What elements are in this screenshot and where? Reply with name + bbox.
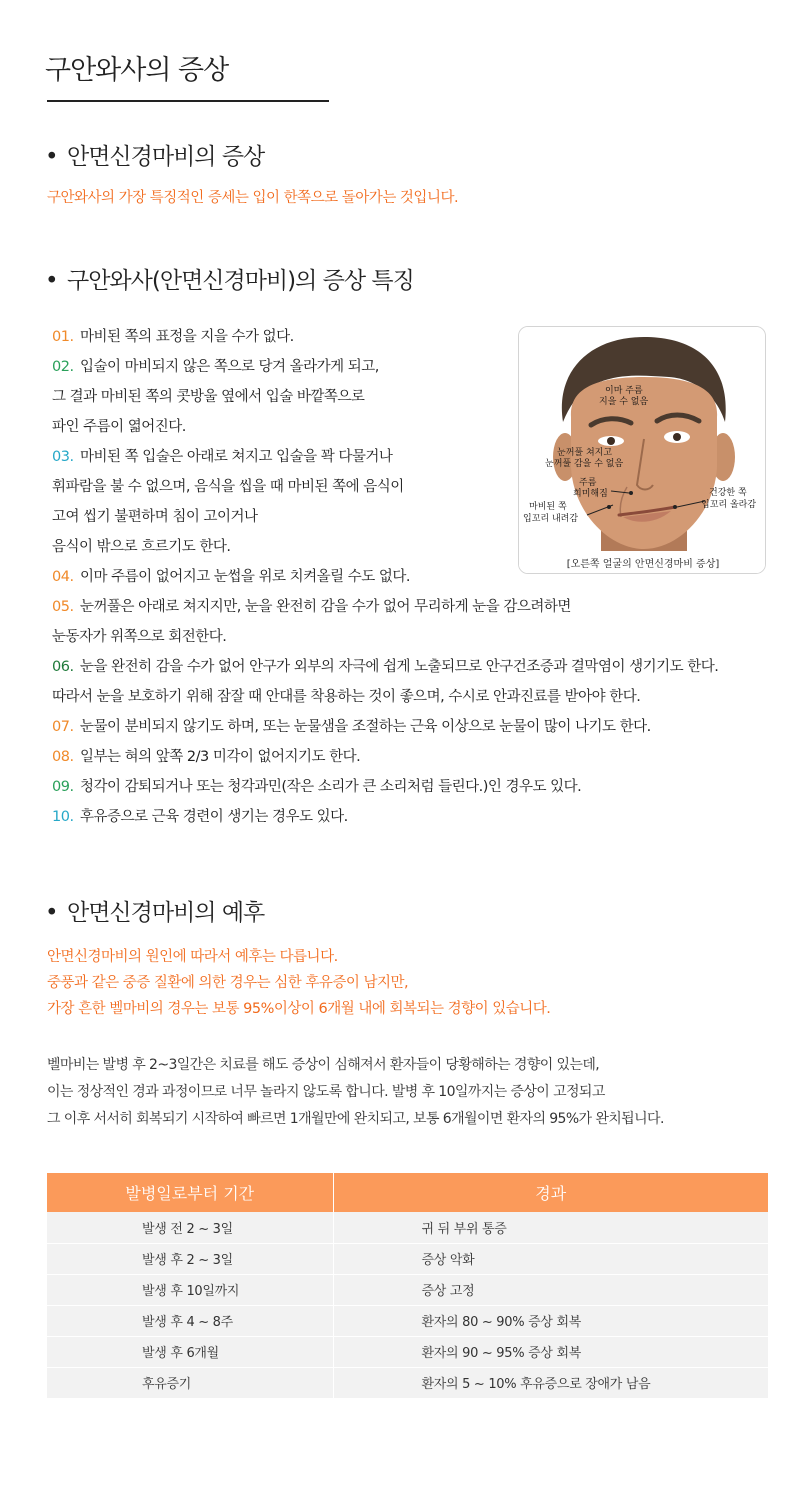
item-text: 마비된 쪽 입술은 아래로 쳐지고 입술을 꽉 다물거나: [80, 449, 393, 465]
item-number: 03.: [52, 449, 74, 465]
section-heading-text: 구안와사(안면신경마비)의 증상 특징: [67, 268, 414, 294]
item-number: 06.: [52, 659, 74, 675]
body-line: 그 이후 서서히 회복되기 시작하여 빠르면 1개월만에 완치되고, 보통 6개월이면 환자의 95%가 완치됩니다.: [47, 1111, 664, 1127]
table-row: [47, 1212, 768, 1243]
body-line: 벨마비는 발병 후 2~3일간은 치료를 해도 증상이 심해져서 환자들이 당황해하는 경향이 있는데,: [47, 1057, 600, 1073]
prognosis-body: [47, 1052, 664, 1133]
item-number: 07.: [52, 719, 74, 735]
cell-period: 발생 후 2 ~ 3일: [47, 1243, 333, 1274]
table-row: [47, 1243, 768, 1274]
item-text: 눈꺼풀은 아래로 쳐지지만, 눈을 완전히 감을 수가 없어 무리하게 눈을 감으려하면: [80, 599, 571, 615]
face-illustration: [518, 326, 766, 574]
highlight-line: 중풍과 같은 중증 질환에 의한 경우는 심한 후유증이 남지만,: [47, 975, 409, 991]
list-item: [52, 592, 782, 622]
bullet: •: [45, 268, 58, 294]
cell-period: 발생 후 6개월: [47, 1336, 333, 1367]
item-text: 그 결과 마비된 쪽의 콧방울 옆에서 입술 바깥쪽으로: [52, 389, 365, 405]
list-item: [52, 802, 782, 832]
cell-course: 환자의 5 ~ 10% 후유증으로 장애가 남음: [333, 1367, 768, 1398]
figure-caption: [오른쪽 얼굴의 안면신경마비 증상]: [566, 559, 720, 570]
item-number: 04.: [52, 569, 74, 585]
section-heading-symptoms: [45, 138, 264, 171]
label-healthy-side: 건강한 쪽: [709, 488, 747, 498]
item-number: 05.: [52, 599, 74, 615]
body-line: 이는 정상적인 경과 과정이므로 너무 놀라지 않도록 합니다. 발병 후 10일까지는 증상이 고정되고: [47, 1084, 605, 1100]
label-forehead: 지을 수 없음: [599, 397, 649, 407]
list-item: [52, 652, 782, 682]
item-number: 01.: [52, 329, 74, 345]
item-text: 일부는 혀의 앞쪽 2/3 미각이 없어지기도 한다.: [80, 749, 361, 765]
item-text: 휘파람을 불 수 없으며, 음식을 씹을 때 마비된 쪽에 음식이: [52, 479, 404, 495]
bullet: •: [45, 144, 58, 170]
cell-period: 발생 전 2 ~ 3일: [47, 1212, 333, 1243]
section-heading-prognosis: [45, 894, 264, 927]
item-text: 입술이 마비되지 않은 쪽으로 당겨 올라가게 되고,: [80, 359, 379, 375]
cell-course: 증상 고정: [333, 1274, 768, 1305]
section-heading-text: 안면신경마비의 증상: [67, 144, 265, 170]
highlight-line: 안면신경마비의 원인에 따라서 예후는 다릅니다.: [47, 949, 338, 965]
item-text: 파인 주름이 엷어진다.: [52, 419, 186, 435]
item-number: 10.: [52, 809, 74, 825]
cell-course: 귀 뒤 부위 통증: [333, 1212, 768, 1243]
prognosis-table: [47, 1173, 768, 1399]
cell-course: 환자의 80 ~ 90% 증상 회복: [333, 1305, 768, 1336]
label-forehead: 이마 주름: [605, 386, 643, 396]
bullet: •: [45, 900, 58, 926]
item-number: 02.: [52, 359, 74, 375]
page-title: 구안와사의 증상: [45, 55, 229, 86]
table-row: [47, 1274, 768, 1305]
item-text: 마비된 쪽의 표정을 지을 수가 없다.: [80, 329, 294, 345]
cell-course: 증상 악화: [333, 1243, 768, 1274]
label-eyelid: 눈꺼풀 감을 수 없음: [545, 459, 624, 469]
item-text: 눈물이 분비되지 않기도 하며, 또는 눈물샘을 조절하는 근육 이상으로 눈물이 많이 나기도 한다.: [80, 719, 651, 735]
item-text: 이마 주름이 없어지고 눈썹을 위로 치켜올릴 수도 없다.: [80, 569, 411, 585]
cell-course: 환자의 90 ~ 95% 증상 회복: [333, 1336, 768, 1367]
list-item: [52, 772, 782, 802]
label-wrinkle: 주름: [579, 478, 597, 488]
column-header-period: 발병일로부터 기간: [47, 1173, 333, 1212]
symptoms-summary: 구안와사의 가장 특징적인 증세는 입이 한쪽으로 돌아가는 것입니다.: [47, 190, 459, 206]
cell-period: 후유증기: [47, 1367, 333, 1398]
table-row: [47, 1305, 768, 1336]
label-wrinkle: 희미해짐: [573, 489, 608, 499]
item-text: 고여 씹기 불편하며 침이 고이거나: [52, 509, 258, 525]
section-heading-text: 안면신경마비의 예후: [67, 900, 265, 926]
label-eyelid: 눈꺼풀 쳐지고: [557, 448, 613, 458]
table-row: [47, 1336, 768, 1367]
label-mouth-paralyzed: 입꼬리 내려감: [523, 514, 579, 524]
cell-period: 발생 후 4 ~ 8주: [47, 1305, 333, 1336]
section-heading-features: [45, 262, 414, 295]
item-text: 따라서 눈을 보호하기 위해 잠잘 때 안대를 착용하는 것이 좋으며, 수시로 안과진료를 받아야 한다.: [52, 689, 641, 705]
item-text: 청각이 감퇴되거나 또는 청각과민(작은 소리가 큰 소리처럼 들린다.)인 경우도 있다.: [80, 779, 582, 795]
table-header-row: [47, 1173, 768, 1212]
label-healthy-side: 입꼬리 올라감: [701, 500, 757, 510]
prognosis-highlight: [47, 944, 550, 1022]
table-row: [47, 1367, 768, 1398]
item-text: 음식이 밖으로 흐르기도 한다.: [52, 539, 231, 555]
list-item: [52, 712, 782, 742]
title-divider: [47, 100, 329, 102]
highlight-line: 가장 흔한 벨마비의 경우는 보통 95%이상이 6개월 내에 회복되는 경향이 있습니다.: [47, 1001, 551, 1017]
item-text: 후유증으로 근육 경련이 생기는 경우도 있다.: [80, 809, 348, 825]
item-text: 눈을 완전히 감을 수가 없어 안구가 외부의 자극에 쉽게 노출되므로 안구건조증과 결막염이 생기기도 한다.: [80, 659, 719, 675]
list-item: [52, 742, 782, 772]
item-number: 08.: [52, 749, 74, 765]
cell-period: 발생 후 10일까지: [47, 1274, 333, 1305]
item-number: 09.: [52, 779, 74, 795]
column-header-course: 경과: [333, 1173, 768, 1212]
item-text: 눈동자가 위쪽으로 회전한다.: [52, 629, 227, 645]
label-mouth-paralyzed: 마비된 쪽: [529, 502, 567, 512]
